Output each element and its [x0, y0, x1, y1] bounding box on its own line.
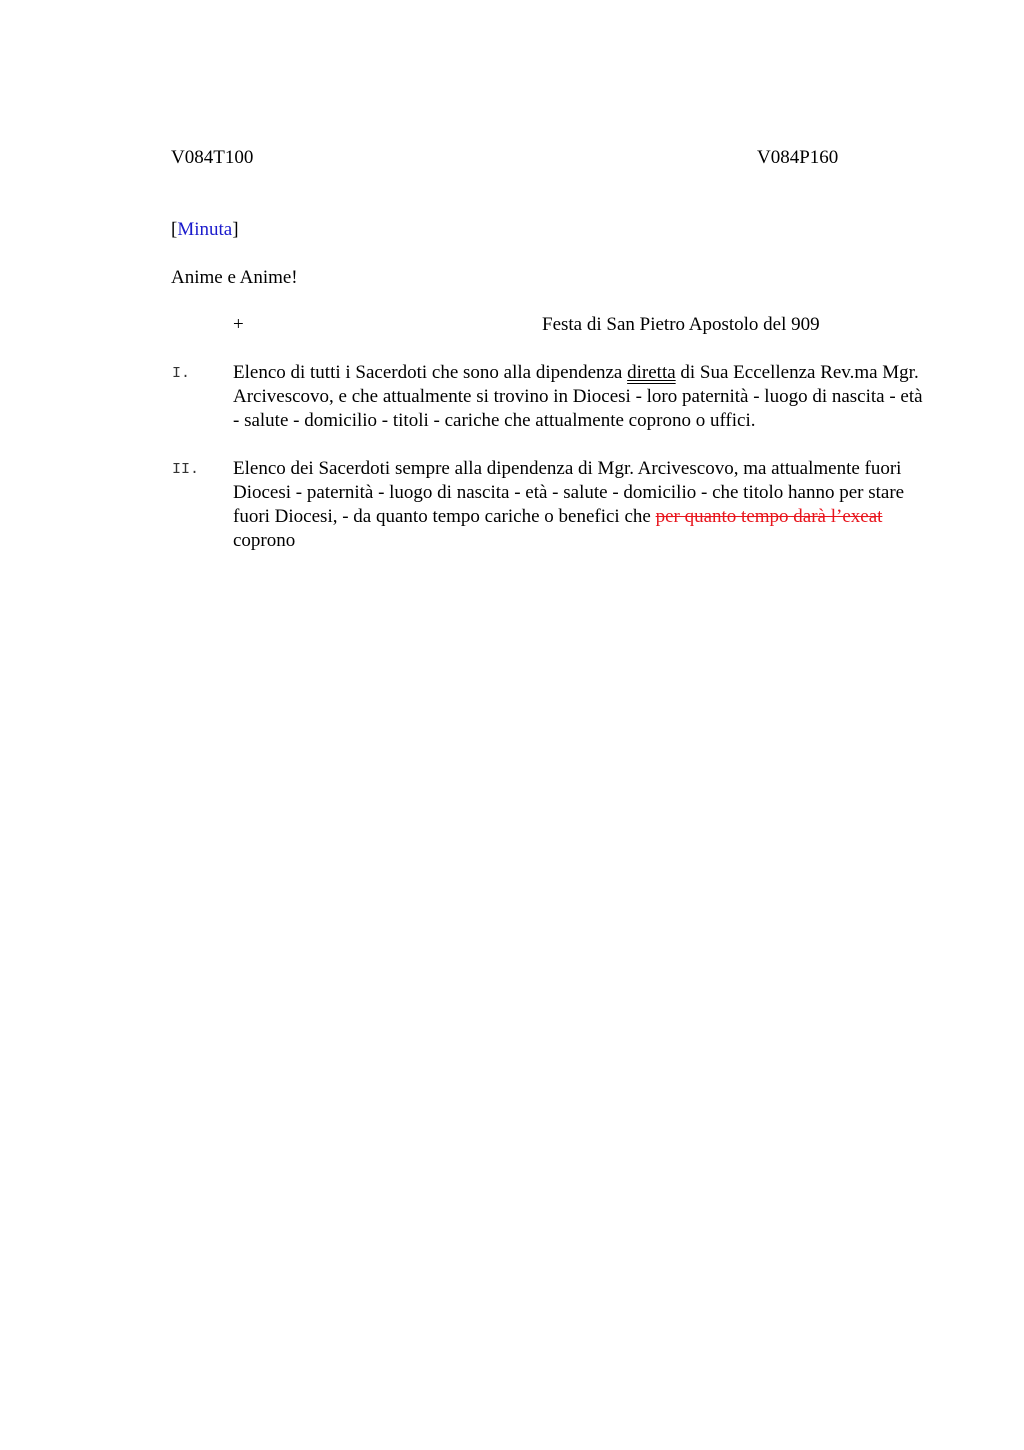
list-item-text: [233, 361, 929, 433]
list-item-text: [233, 457, 929, 553]
document-code-right: V084P160: [757, 147, 839, 168]
document-code-left: V084T100: [171, 147, 254, 168]
list-item-text-after: di Sua Eccellenza Rev.ma Mgr. Arcivescovo, e che attualmente si trovino in Diocesi - loro paternità - luogo di nascita - età - salute - domicilio - titoli - cariche che attualmente coprono o uffici.: [233, 362, 923, 431]
minuta-bracket-close: ]: [232, 219, 239, 240]
document-date: Festa di San Pietro Apostolo del 909: [542, 314, 820, 335]
underlined-word: diretta: [627, 362, 676, 383]
list-item-number: I.: [172, 365, 191, 382]
list-item-text-after: coprono: [233, 530, 296, 551]
list-item-number: II.: [172, 461, 200, 478]
deleted-text: per quanto tempo darà l’exeat: [655, 506, 883, 527]
cross-symbol: +: [233, 314, 244, 335]
minuta-label: [171, 218, 239, 242]
list-item-text-before: Elenco dei Sacerdoti sempre alla dipendenza di Mgr. Arcivescovo, ma attualmente fuori Diocesi - paternità - luogo di nascita - età - salute - domicilio - che titolo hanno per stare fuori Diocesi, - da quanto tempo cariche o benefici che: [233, 458, 905, 527]
document-title: Anime e Anime!: [171, 267, 298, 288]
minuta-bracket-open: [: [171, 219, 178, 240]
list-item-text-before: Elenco di tutti i Sacerdoti che sono alla dipendenza: [233, 362, 628, 383]
minuta-word: Minuta: [177, 219, 233, 240]
